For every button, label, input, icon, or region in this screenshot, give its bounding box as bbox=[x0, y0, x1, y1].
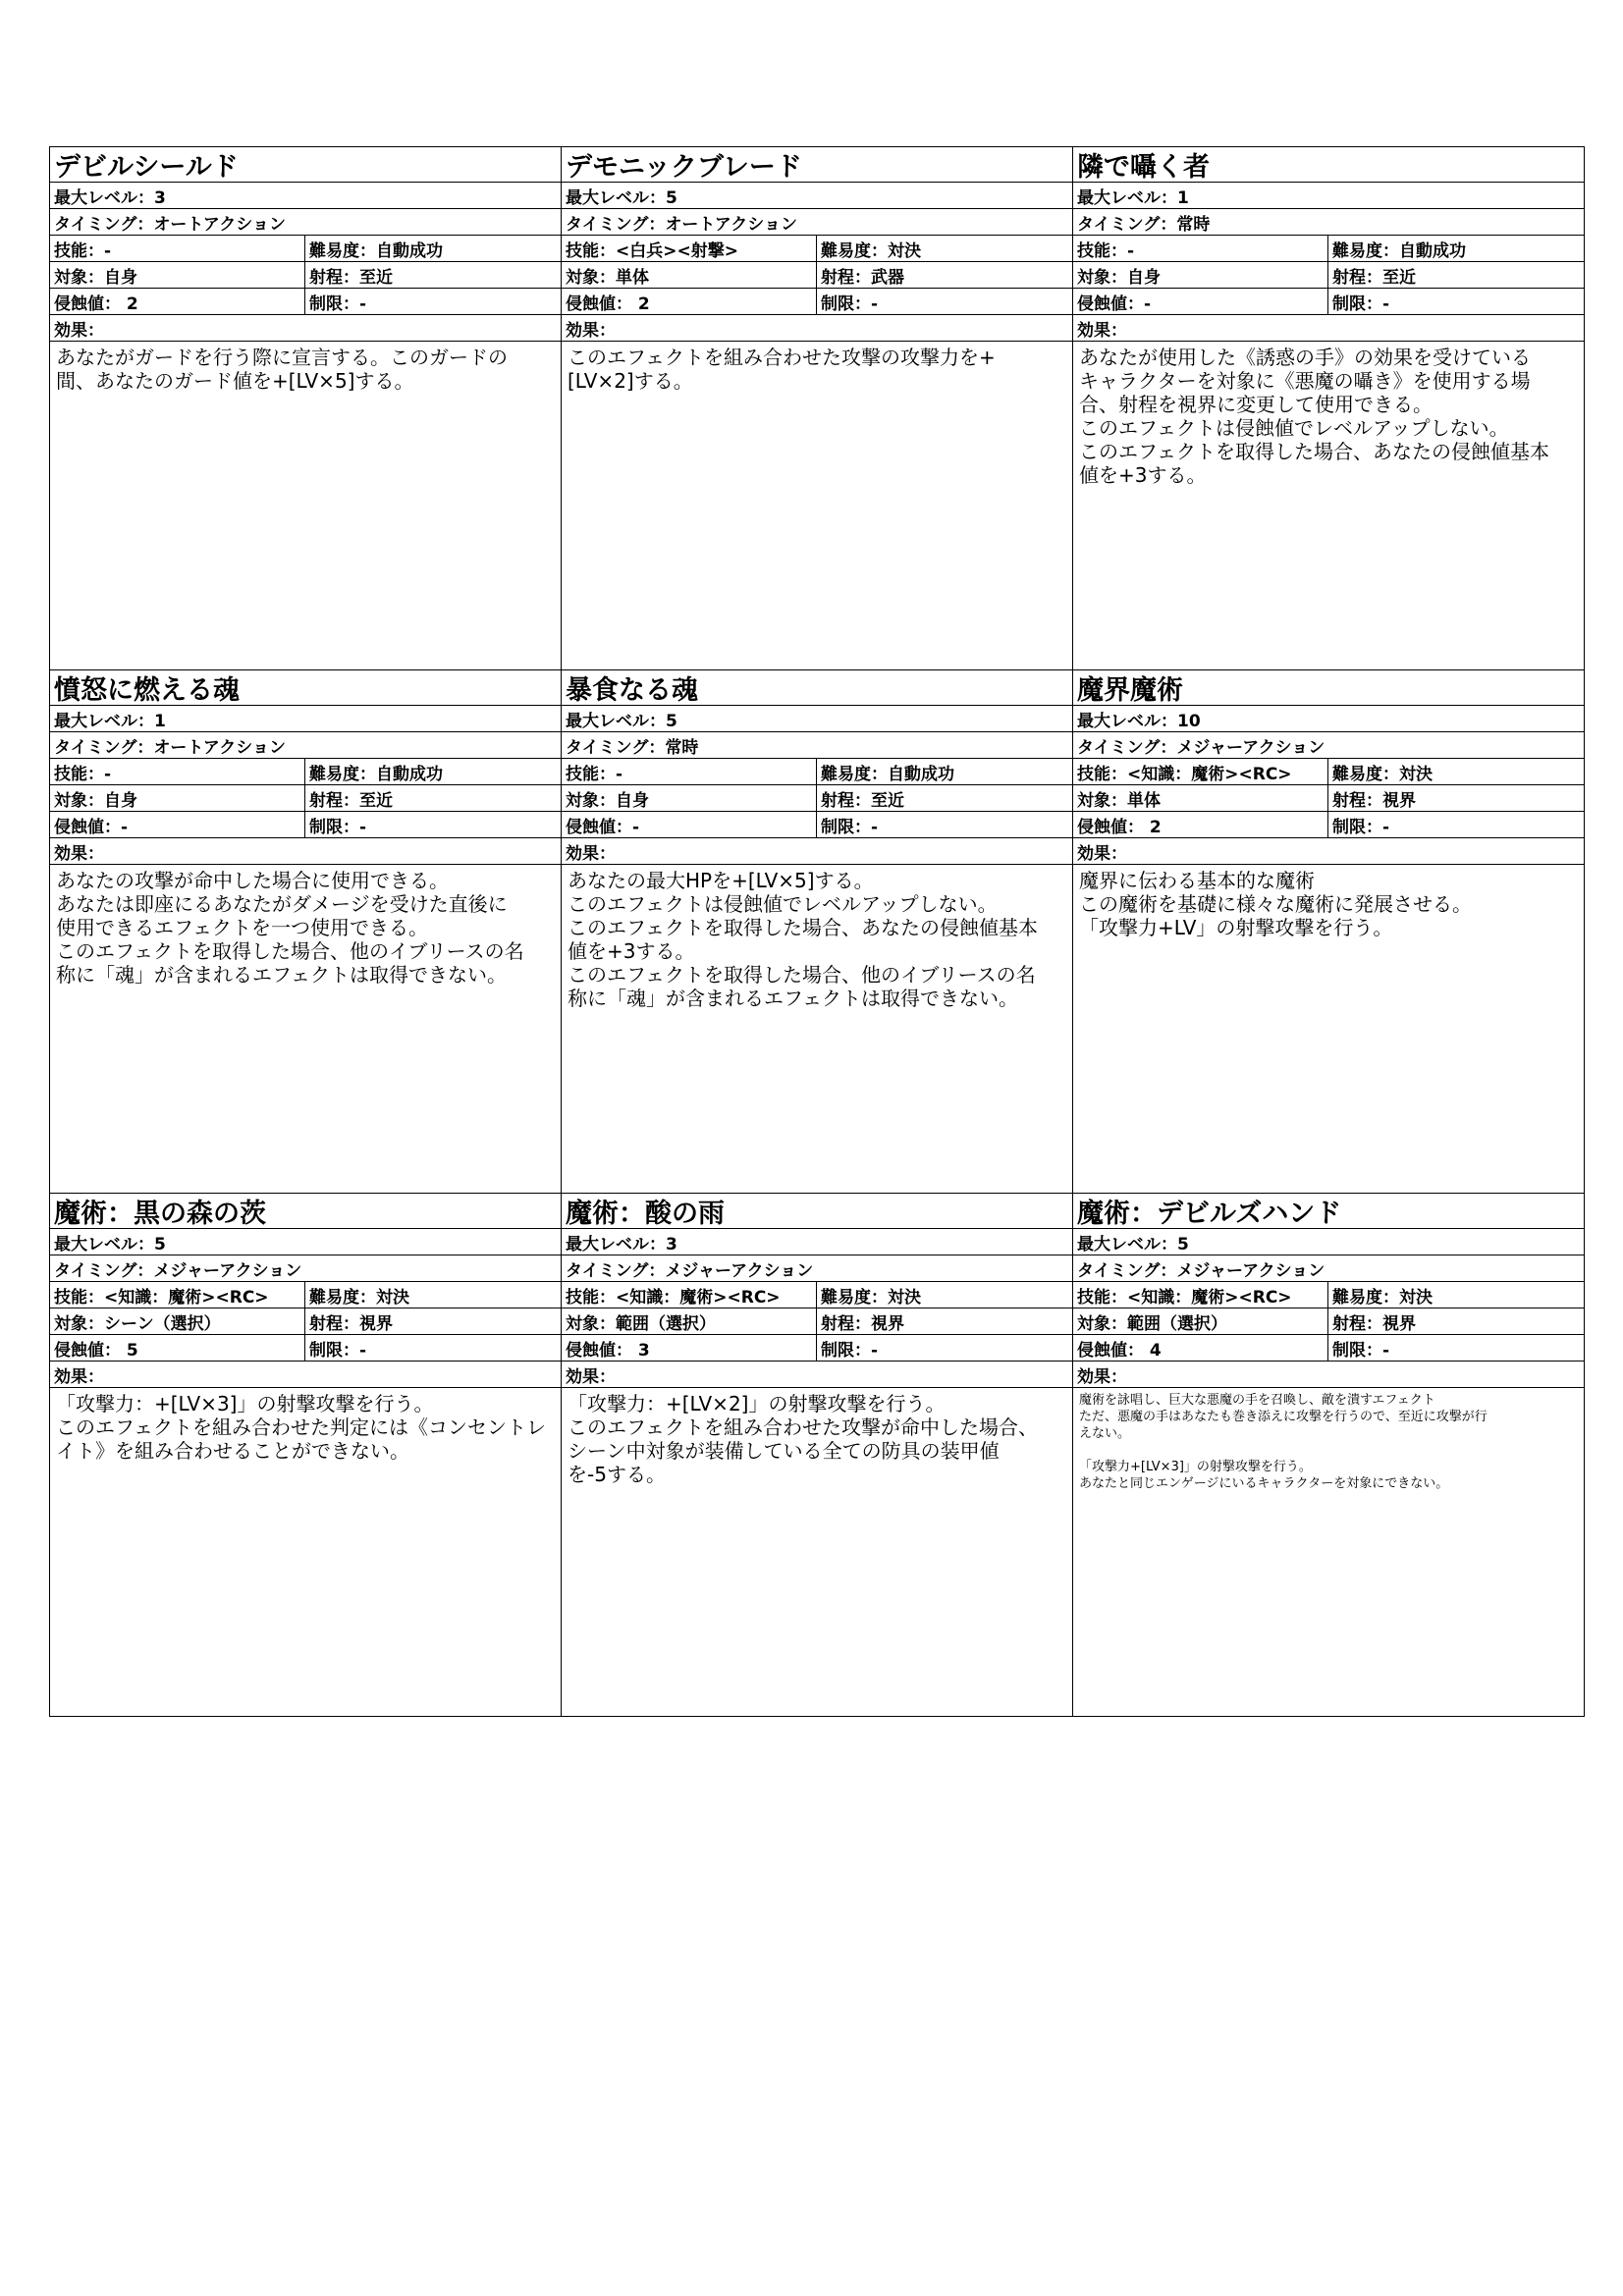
max-level: 最大レベル：5 bbox=[1073, 1229, 1584, 1255]
erosion-limit-row bbox=[562, 289, 1072, 315]
skill: 技能：- bbox=[1073, 236, 1328, 261]
difficulty: 難易度：自動成功 bbox=[821, 764, 954, 784]
target-range-row bbox=[50, 1308, 561, 1335]
target-range-row bbox=[50, 262, 561, 289]
range: 射程：至近 bbox=[309, 790, 393, 811]
skill: 技能：- bbox=[562, 759, 817, 784]
target-range-row bbox=[562, 262, 1072, 289]
target: 対象：単体 bbox=[1073, 785, 1328, 811]
effect-card bbox=[1073, 147, 1585, 670]
effect-label: 効果： bbox=[1073, 838, 1584, 865]
target: 対象：範囲（選択） bbox=[1073, 1308, 1328, 1334]
difficulty: 難易度：対決 bbox=[821, 240, 921, 261]
target-range-row bbox=[50, 785, 561, 812]
skill: 技能：- bbox=[50, 759, 305, 784]
effect-label: 効果： bbox=[50, 315, 561, 342]
effect-card bbox=[1073, 670, 1585, 1194]
difficulty: 難易度：対決 bbox=[309, 1287, 409, 1308]
erosion: 侵蝕値： 2 bbox=[562, 289, 817, 314]
range: 射程：至近 bbox=[1332, 267, 1416, 288]
limit: 制限：- bbox=[1332, 294, 1390, 314]
max-level: 最大レベル：5 bbox=[50, 1229, 561, 1255]
effect-card bbox=[562, 670, 1073, 1194]
target: 対象：自身 bbox=[1073, 262, 1328, 288]
effect-name: デビルシールド bbox=[50, 147, 561, 183]
target: 対象：シーン（選択） bbox=[50, 1308, 305, 1334]
skill-difficulty-row bbox=[562, 236, 1072, 262]
difficulty: 難易度：対決 bbox=[1332, 1287, 1433, 1308]
target-range-row bbox=[562, 785, 1072, 812]
effect-card bbox=[50, 147, 562, 670]
max-level: 最大レベル：5 bbox=[562, 183, 1072, 209]
range: 射程：至近 bbox=[821, 790, 904, 811]
range: 射程：視界 bbox=[821, 1313, 904, 1334]
timing: タイミング：メジャーアクション bbox=[50, 1255, 561, 1282]
skill: 技能：<知識：魔術><RC> bbox=[1073, 1282, 1328, 1308]
limit: 制限：- bbox=[821, 1340, 879, 1361]
target-range-row bbox=[1073, 785, 1584, 812]
erosion: 侵蝕値： 5 bbox=[50, 1335, 305, 1361]
max-level: 最大レベル：10 bbox=[1073, 706, 1584, 732]
effect-label: 効果： bbox=[50, 1362, 561, 1388]
timing: タイミング：オートアクション bbox=[50, 209, 561, 236]
erosion: 侵蝕値： 4 bbox=[1073, 1335, 1328, 1361]
effect-card bbox=[50, 1194, 562, 1717]
timing: タイミング：メジャーアクション bbox=[1073, 732, 1584, 759]
effect-card bbox=[562, 1194, 1073, 1717]
limit: 制限：- bbox=[309, 294, 367, 314]
effect-name: デモニックブレード bbox=[562, 147, 1072, 183]
effect-name: 憤怒に燃える魂 bbox=[50, 670, 561, 706]
limit: 制限：- bbox=[309, 817, 367, 837]
erosion: 侵蝕値： 3 bbox=[562, 1335, 817, 1361]
skill-difficulty-row bbox=[50, 1282, 561, 1308]
effect-text: 魔界に伝わる基本的な魔術 この魔術を基礎に様々な魔術に発展させる。 「攻撃力+LV」の射撃攻撃を行う。 bbox=[1079, 869, 1472, 939]
erosion: 侵蝕値：- bbox=[562, 812, 817, 837]
target: 対象：自身 bbox=[562, 785, 817, 811]
limit: 制限：- bbox=[821, 294, 879, 314]
timing: タイミング：メジャーアクション bbox=[1073, 1255, 1584, 1282]
range: 射程：視界 bbox=[1332, 790, 1416, 811]
skill: 技能：<白兵><射撃> bbox=[562, 236, 817, 261]
effect-name: 魔界魔術 bbox=[1073, 670, 1584, 706]
effect-card bbox=[50, 670, 562, 1194]
effect-text: あなたの最大HPを+[LV×5]する。 このエフェクトは侵蝕値でレベルアップしない。 このエフェクトを取得した場合、あなたの侵蝕値基本 値を+3する。 このエフェクトを取得した場合、他のイブリースの名 称に「魂」が含まれるエフェクトは取得できない。 bbox=[568, 869, 1038, 1010]
target: 対象：範囲（選択） bbox=[562, 1308, 817, 1334]
erosion-limit-row bbox=[1073, 812, 1584, 838]
timing: タイミング：メジャーアクション bbox=[562, 1255, 1072, 1282]
erosion: 侵蝕値：- bbox=[50, 812, 305, 837]
skill-difficulty-row bbox=[50, 759, 561, 785]
skill: 技能：<知識：魔術><RC> bbox=[562, 1282, 817, 1308]
erosion-limit-row bbox=[1073, 289, 1584, 315]
limit: 制限：- bbox=[1332, 817, 1390, 837]
max-level: 最大レベル：5 bbox=[562, 706, 1072, 732]
timing: タイミング：オートアクション bbox=[50, 732, 561, 759]
skill-difficulty-row bbox=[562, 759, 1072, 785]
effect-label: 効果： bbox=[1073, 315, 1584, 342]
skill-difficulty-row bbox=[1073, 1282, 1584, 1308]
difficulty: 難易度：対決 bbox=[821, 1287, 921, 1308]
erosion-limit-row bbox=[562, 1335, 1072, 1362]
erosion: 侵蝕値： 2 bbox=[50, 289, 305, 314]
target: 対象：自身 bbox=[50, 785, 305, 811]
skill-difficulty-row bbox=[50, 236, 561, 262]
effect-label: 効果： bbox=[50, 838, 561, 865]
range: 射程：視界 bbox=[309, 1313, 393, 1334]
erosion-limit-row bbox=[562, 812, 1072, 838]
effect-text: あなたが使用した《誘惑の手》の効果を受けている キャラクターを対象に《悪魔の囁き》を使用する場 合、射程を視界に変更して使用できる。 このエフェクトは侵蝕値でレベルアップしない。 このエフェクトを取得した場合、あなたの侵蝕値基本 値を+3する。 bbox=[1079, 346, 1549, 487]
max-level: 最大レベル：1 bbox=[50, 706, 561, 732]
effect-label: 効果： bbox=[1073, 1362, 1584, 1388]
erosion-limit-row bbox=[50, 289, 561, 315]
difficulty: 難易度：対決 bbox=[1332, 764, 1433, 784]
skill: 技能：- bbox=[50, 236, 305, 261]
effect-text: あなたがガードを行う際に宣言する。このガードの 間、あなたのガード値を+[LV×5]する。 bbox=[56, 346, 508, 393]
limit: 制限：- bbox=[1332, 1340, 1390, 1361]
erosion-limit-row bbox=[50, 812, 561, 838]
effect-label: 効果： bbox=[562, 1362, 1072, 1388]
effect-card bbox=[562, 147, 1073, 670]
effect-card bbox=[1073, 1194, 1585, 1717]
effect-text: あなたの攻撃が命中した場合に使用できる。 あなたは即座にるあなたがダメージを受けた直後に 使用できるエフェクトを一つ使用できる。 このエフェクトを取得した場合、他のイブリースの名 称に「魂」が含まれるエフェクトは取得できない。 bbox=[56, 869, 524, 987]
limit: 制限：- bbox=[821, 817, 879, 837]
skill: 技能：<知識：魔術><RC> bbox=[1073, 759, 1328, 784]
effect-name: 魔術：酸の雨 bbox=[562, 1194, 1072, 1229]
target: 対象：単体 bbox=[562, 262, 817, 288]
effect-name: 暴食なる魂 bbox=[562, 670, 1072, 706]
max-level: 最大レベル：3 bbox=[562, 1229, 1072, 1255]
target-range-row bbox=[1073, 1308, 1584, 1335]
effect-text: このエフェクトを組み合わせた攻撃の攻撃力を+ [LV×2]する。 bbox=[568, 346, 996, 393]
erosion-limit-row bbox=[1073, 1335, 1584, 1362]
skill-difficulty-row bbox=[562, 1282, 1072, 1308]
effect-label: 効果： bbox=[562, 838, 1072, 865]
skill-difficulty-row bbox=[1073, 759, 1584, 785]
target-range-row bbox=[562, 1308, 1072, 1335]
erosion: 侵蝕値：- bbox=[1073, 289, 1328, 314]
effect-text: 「攻撃力：+[LV×2]」の射撃攻撃を行う。 このエフェクトを組み合わせた攻撃が命中した場合、 シーン中対象が装備している全ての防具の装甲値 を-5する。 bbox=[568, 1392, 1038, 1486]
range: 射程：武器 bbox=[821, 267, 904, 288]
difficulty: 難易度：自動成功 bbox=[309, 764, 443, 784]
target: 対象：自身 bbox=[50, 262, 305, 288]
effect-name: 隣で囁く者 bbox=[1073, 147, 1584, 183]
limit: 制限：- bbox=[309, 1340, 367, 1361]
skill: 技能：<知識：魔術><RC> bbox=[50, 1282, 305, 1308]
skill-difficulty-row bbox=[1073, 236, 1584, 262]
range: 射程：視界 bbox=[1332, 1313, 1416, 1334]
effect-label: 効果： bbox=[562, 315, 1072, 342]
max-level: 最大レベル：1 bbox=[1073, 183, 1584, 209]
effect-text: 「攻撃力：+[LV×3]」の射撃攻撃を行う。 このエフェクトを組み合わせた判定には《コンセントレ イト》を組み合わせることができない。 bbox=[56, 1392, 546, 1463]
effect-name: 魔術：黒の森の茨 bbox=[50, 1194, 561, 1229]
target-range-row bbox=[1073, 262, 1584, 289]
erosion: 侵蝕値： 2 bbox=[1073, 812, 1328, 837]
timing: タイミング：オートアクション bbox=[562, 209, 1072, 236]
timing: タイミング：常時 bbox=[1073, 209, 1584, 236]
difficulty: 難易度：自動成功 bbox=[309, 240, 443, 261]
effect-text: 魔術を詠唱し、巨大な悪魔の手を召喚し、敵を潰すエフェクト ただ、悪魔の手はあなたも巻き添えに攻撃を行うので、至近に攻撃が行 えない。 「攻撃力+[LV×3]」の射撃攻撃を行う。 あなたと同じエンゲージにいるキャラクターを対象にできない。 bbox=[1079, 1393, 1488, 1491]
difficulty: 難易度：自動成功 bbox=[1332, 240, 1466, 261]
timing: タイミング：常時 bbox=[562, 732, 1072, 759]
effect-card-grid bbox=[49, 146, 1585, 1717]
erosion-limit-row bbox=[50, 1335, 561, 1362]
effect-name: 魔術：デビルズハンド bbox=[1073, 1194, 1584, 1229]
range: 射程：至近 bbox=[309, 267, 393, 288]
max-level: 最大レベル：3 bbox=[50, 183, 561, 209]
